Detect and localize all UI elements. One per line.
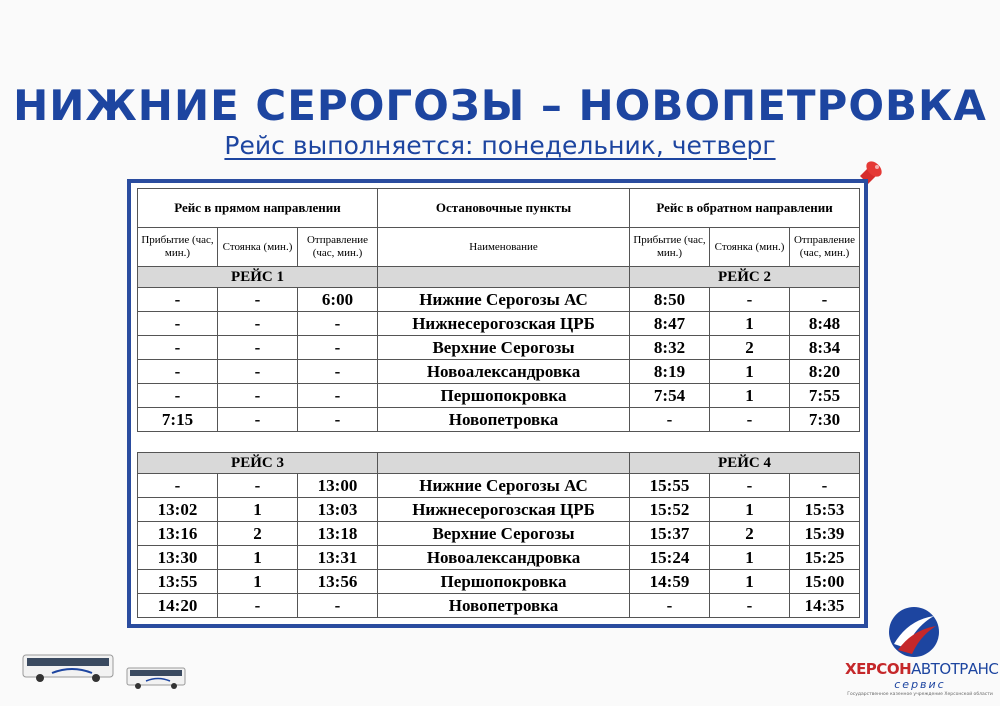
stay-cell: - [218,408,298,432]
departure-cell: - [790,474,860,498]
arrival-cell: 13:16 [138,522,218,546]
arrival-cell: 8:47 [630,312,710,336]
stay-cell: 1 [710,312,790,336]
header-reverse: Рейс в обратном направлении [630,189,860,228]
trip-header-spacer [378,453,630,474]
stay-cell: 1 [218,546,298,570]
stop-name-cell: Верхние Серогозы [378,522,630,546]
departure-cell: 15:00 [790,570,860,594]
departure-cell: - [298,360,378,384]
arrival-cell: 15:52 [630,498,710,522]
arrival-cell: 15:24 [630,546,710,570]
block1-rows [138,288,860,432]
stay-cell: 1 [710,360,790,384]
table-row [138,522,860,546]
stay-cell: - [710,288,790,312]
arrival-cell: - [138,360,218,384]
departure-cell: 7:30 [790,408,860,432]
stay-cell: 2 [710,522,790,546]
arrival-cell: 15:37 [630,522,710,546]
stay-cell: 2 [710,336,790,360]
departure-cell: - [298,312,378,336]
stay-cell: - [218,360,298,384]
departure-cell: - [790,288,860,312]
arrival-cell: 15:55 [630,474,710,498]
header-row [138,189,860,228]
stop-name-cell: Першопокровка [378,570,630,594]
trip-reverse-label: РЕЙС 4 [630,453,860,474]
departure-cell: - [298,384,378,408]
departure-cell: 14:35 [790,594,860,618]
stop-name-cell: Новоалександровка [378,360,630,384]
arrival-cell: 7:15 [138,408,218,432]
stay-cell: - [218,594,298,618]
block2-rows [138,474,860,618]
arrival-cell: 8:19 [630,360,710,384]
stay-cell: 2 [218,522,298,546]
table-row [138,408,860,432]
departure-cell: 13:03 [298,498,378,522]
trip-header-row [138,453,860,474]
stop-name-cell: Першопокровка [378,384,630,408]
arrival-cell: - [630,594,710,618]
trip-forward-label: РЕЙС 1 [138,267,378,288]
departure-cell: 15:53 [790,498,860,522]
departure-cell: 15:39 [790,522,860,546]
table-row [138,384,860,408]
subheader-arrival: Прибытие (час, мин.) [138,228,218,267]
stay-cell: 1 [710,546,790,570]
stay-cell: - [218,336,298,360]
arrival-cell: 13:30 [138,546,218,570]
table-row [138,546,860,570]
bus-icon [22,653,114,683]
trip-header-row [138,267,860,288]
subheader-stay: Стоянка (мин.) [710,228,790,267]
subheader-stay: Стоянка (мин.) [218,228,298,267]
stop-name-cell: Новопетровка [378,594,630,618]
schedule-days: Рейс выполняется: понедельник, четверг [224,131,776,160]
arrival-cell: - [138,384,218,408]
table-row [138,498,860,522]
company-name: ХЕРСОНАВТОТРАНС [845,660,999,678]
stop-name-cell: Новопетровка [378,408,630,432]
arrival-cell: 7:54 [630,384,710,408]
table-row [138,360,860,384]
departure-cell: 8:48 [790,312,860,336]
stay-cell: 1 [710,384,790,408]
subheader-row [138,228,860,267]
stop-name-cell: Нижнесерогозская ЦРБ [378,498,630,522]
stay-cell: 1 [218,498,298,522]
stay-cell: - [710,408,790,432]
bus-icon [126,666,186,690]
arrival-cell: 14:59 [630,570,710,594]
stay-cell: - [710,474,790,498]
table-row [138,570,860,594]
table-row [138,288,860,312]
table-row [138,474,860,498]
company-legal-name: Государственное казенное учреждение Херсонской области [847,692,993,697]
stay-cell: - [218,384,298,408]
arrival-cell: 14:20 [138,594,218,618]
departure-cell: 6:00 [298,288,378,312]
arrival-cell: - [138,288,218,312]
departure-cell: 13:18 [298,522,378,546]
subheader-name: Наименование [378,228,630,267]
trip-reverse-label: РЕЙС 2 [630,267,860,288]
table-row [138,594,860,618]
stay-cell: 1 [710,570,790,594]
stop-name-cell: Нижнесерогозская ЦРБ [378,312,630,336]
departure-cell: - [298,408,378,432]
stop-name-cell: Верхние Серогозы [378,336,630,360]
trip-header-spacer [378,267,630,288]
table-row [138,336,860,360]
stay-cell: - [218,312,298,336]
departure-cell: 13:31 [298,546,378,570]
departure-cell: - [298,336,378,360]
trip-forward-label: РЕЙС 3 [138,453,378,474]
company-logo [845,604,999,702]
arrival-cell: - [630,408,710,432]
arrival-cell: 8:50 [630,288,710,312]
schedule-table [137,188,860,618]
departure-cell: 7:55 [790,384,860,408]
schedule-frame [127,179,868,628]
stay-cell: - [710,594,790,618]
departure-cell: 15:25 [790,546,860,570]
stop-name-cell: Новоалександровка [378,546,630,570]
departure-cell: - [298,594,378,618]
arrival-cell: - [138,312,218,336]
arrival-cell: 13:55 [138,570,218,594]
arrival-cell: - [138,336,218,360]
subheader-departure: Отправление (час, мин.) [298,228,378,267]
departure-cell: 8:20 [790,360,860,384]
table-row [138,312,860,336]
page-title: НИЖНИЕ СЕРОГОЗЫ – НОВОПЕТРОВКА [13,81,987,130]
subheader-arrival: Прибытие (час, мин.) [630,228,710,267]
stay-cell: 1 [710,498,790,522]
stay-cell: - [218,474,298,498]
header-forward: Рейс в прямом направлении [138,189,378,228]
departure-cell: 13:00 [298,474,378,498]
departure-cell: 8:34 [790,336,860,360]
stay-cell: - [218,288,298,312]
arrival-cell: 8:32 [630,336,710,360]
arrival-cell: 13:02 [138,498,218,522]
company-sub: сервис [894,678,946,691]
arrival-cell: - [138,474,218,498]
header-stops: Остановочные пункты [378,189,630,228]
stay-cell: 1 [218,570,298,594]
block-spacer [138,432,860,453]
stop-name-cell: Нижние Серогозы АС [378,474,630,498]
stop-name-cell: Нижние Серогозы АС [378,288,630,312]
company-logo-icon [888,606,940,658]
departure-cell: 13:56 [298,570,378,594]
subheader-departure: Отправление (час, мин.) [790,228,860,267]
